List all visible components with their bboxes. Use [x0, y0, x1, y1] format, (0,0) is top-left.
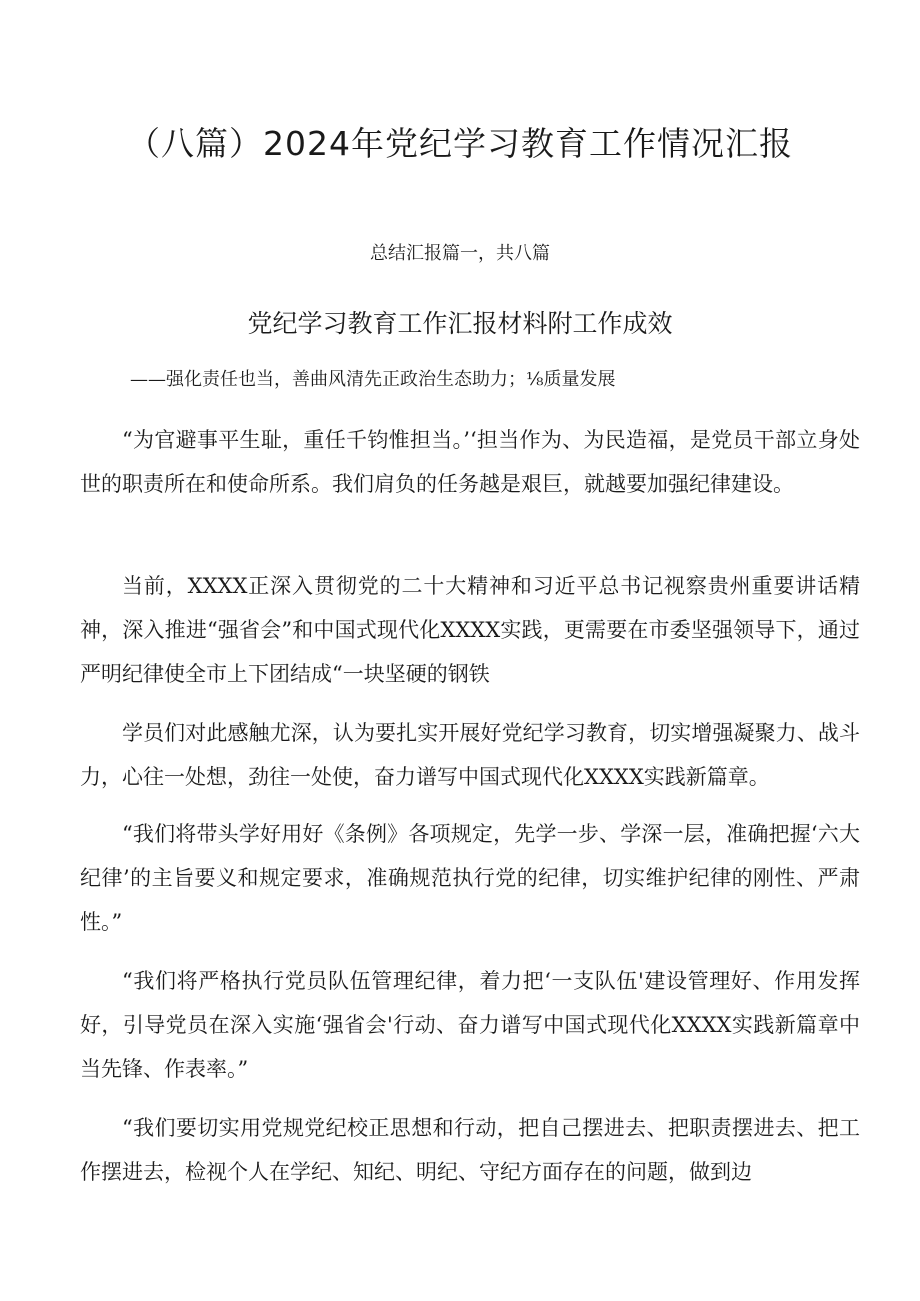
body-paragraph: 当前，XXXX正深入贯彻党的二十大精神和习近平总书记视察贵州重要讲话精神，深入推进“强省会”和中国式现代化XXXX实践，更需要在市委坚强领导下，通过严明纪律使全市上下团结成“一块坚硬的钢铁 [80, 574, 860, 686]
section-title: 党纪学习教育工作汇报材料附工作成效 [247, 309, 673, 338]
series-label: 总结汇报篇一，共八篇 [370, 243, 550, 264]
body-paragraph: “我们将带头学好用好《条例》各项规定，先学一步、学深一层，准确把握‘六大纪律’的主旨要义和规定要求，准确规范执行党的纪律，切实维护纪律的刚性、严肃性。” [80, 822, 860, 934]
section-subtitle: ——强化责任也当，善曲风清先正政治生态助力；⅛质量发展 [130, 369, 616, 390]
body-paragraph: “我们将严格执行党员队伍管理纪律，着力把‘一支队伍'建设管理好、作用发挥好，引导党员在深入实施‘强省会'行动、奋力谱写中国式现代化XXXX实践新篇章中当先锋、作表率。” [80, 969, 860, 1081]
body-paragraph: 学员们对此感触尤深，认为要扎实开展好党纪学习教育，切实增强凝聚力、战斗力，心往一处想，劲往一处使，奋力谱写中国式现代化XXXX实践新篇章。 [80, 721, 860, 789]
body-paragraph: “我们要切实用党规党纪校正思想和行动，把自己摆进去、把职责摆进去、把工作摆进去，检视个人在学纪、知纪、明纪、守纪方面存在的问题，做到边 [80, 1116, 860, 1184]
document-title: （八篇）2024年党纪学习教育工作情况汇报 [127, 124, 793, 163]
body-paragraph: “为官避事平生耻，重任千钧惟担当。’‘担当作为、为民造福，是党员干部立身处世的职责所在和使命所系。我们肩负的任务越是艰巨，就越要加强纪律建设。 [80, 428, 860, 496]
